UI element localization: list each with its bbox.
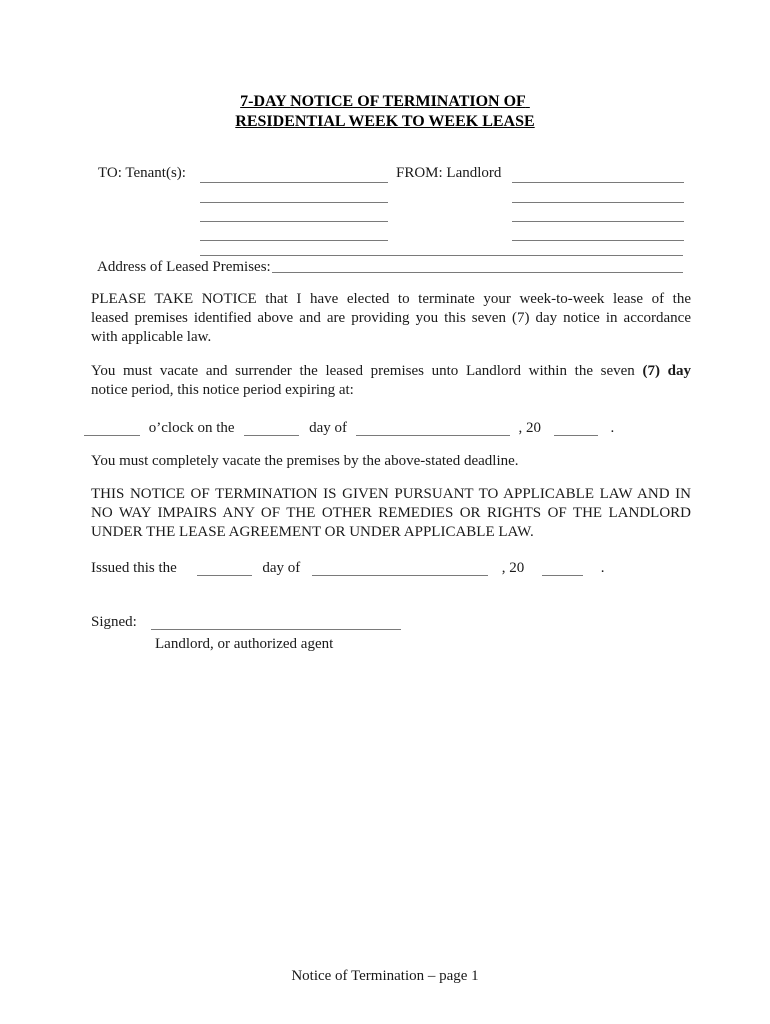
- expiry-fill-line: [84, 420, 614, 437]
- signature-caption: Landlord, or authorized agent: [155, 636, 334, 652]
- tenant-name-blank-2[interactable]: [200, 202, 388, 203]
- tenant-name-blank-3[interactable]: [200, 221, 388, 222]
- pursuant-paragraph: [91, 485, 691, 542]
- to-tenants-label: TO: Tenant(s):: [98, 165, 186, 181]
- landlord-name-blank-1[interactable]: [512, 182, 684, 183]
- paragraph-line: UNDER THE LEASE AGREEMENT OR UNDER APPLICABLE LAW.: [91, 524, 534, 540]
- issued-fill-line: [91, 560, 604, 577]
- signed-label: Signed:: [91, 614, 137, 630]
- vacate-text-bold: (7) day: [642, 363, 692, 379]
- vacate-text-pre: You must vacate and surrender the leased premises unto Landlord within the seven: [91, 363, 635, 379]
- issued-year-blank[interactable]: [542, 561, 583, 576]
- expiry-time-blank[interactable]: [84, 421, 140, 436]
- paragraph-line: leased premises identified above and are providing you this seven (7) day notice in accordance: [91, 310, 691, 326]
- expiry-year-blank[interactable]: [554, 421, 598, 436]
- signed-line: [91, 614, 401, 631]
- take-notice-paragraph: [91, 290, 691, 347]
- paragraph-line: with applicable law.: [91, 329, 212, 345]
- expiry-month-blank[interactable]: [356, 421, 510, 436]
- paragraph-line: NO WAY IMPAIRS ANY OF THE OTHER REMEDIES OR RIGHTS OF THE LANDLORD: [91, 505, 691, 521]
- paragraph-line: PLEASE TAKE NOTICE that I have elected to terminate your week-to-week lease of the: [91, 291, 691, 307]
- expiry-dayof-text: day of: [309, 420, 347, 436]
- issued-dayof-text: day of: [262, 560, 301, 576]
- issued-day-blank[interactable]: [197, 561, 252, 576]
- deadline-sentence: You must completely vacate the premises by the above-stated deadline.: [91, 453, 519, 469]
- expiry-year-prefix-text: , 20: [518, 420, 541, 436]
- issued-year-prefix-text: , 20: [501, 560, 525, 576]
- document-title-line2-text: RESIDENTIAL WEEK TO WEEK LEASE: [235, 113, 535, 130]
- issued-month-blank[interactable]: [312, 561, 488, 576]
- tenant-name-blank-1[interactable]: [200, 182, 388, 183]
- issued-prefix-text: Issued this the: [91, 560, 177, 576]
- document-title-line1: [0, 92, 770, 112]
- document-title-line1-text: 7-DAY NOTICE OF TERMINATION OF: [240, 93, 526, 110]
- landlord-name-blank-4[interactable]: [512, 240, 684, 241]
- document-title-line2: [0, 112, 770, 132]
- signature-blank[interactable]: [151, 615, 401, 630]
- expiry-period-text: .: [610, 420, 615, 436]
- paragraph-line: THIS NOTICE OF TERMINATION IS GIVEN PURSUANT TO APPLICABLE LAW AND IN: [91, 486, 691, 502]
- landlord-name-blank-3[interactable]: [512, 221, 684, 222]
- vacate-paragraph: [91, 362, 691, 400]
- expiry-oclock-text: o’clock on the: [148, 420, 235, 436]
- expiry-day-blank[interactable]: [244, 421, 299, 436]
- tenant-name-blank-4[interactable]: [200, 240, 388, 241]
- parties-extra-line-blank[interactable]: [200, 255, 683, 256]
- issued-period-text: .: [600, 560, 605, 576]
- address-label: Address of Leased Premises:: [97, 259, 271, 275]
- paragraph-line: [91, 362, 691, 381]
- from-landlord-label: FROM: Landlord: [396, 165, 502, 181]
- landlord-name-blank-2[interactable]: [512, 202, 684, 203]
- page-footer: Notice of Termination – page 1: [291, 968, 479, 984]
- document-title: [0, 92, 770, 132]
- address-blank[interactable]: [272, 272, 683, 273]
- paragraph-line: notice period, this notice period expiring at:: [91, 382, 354, 398]
